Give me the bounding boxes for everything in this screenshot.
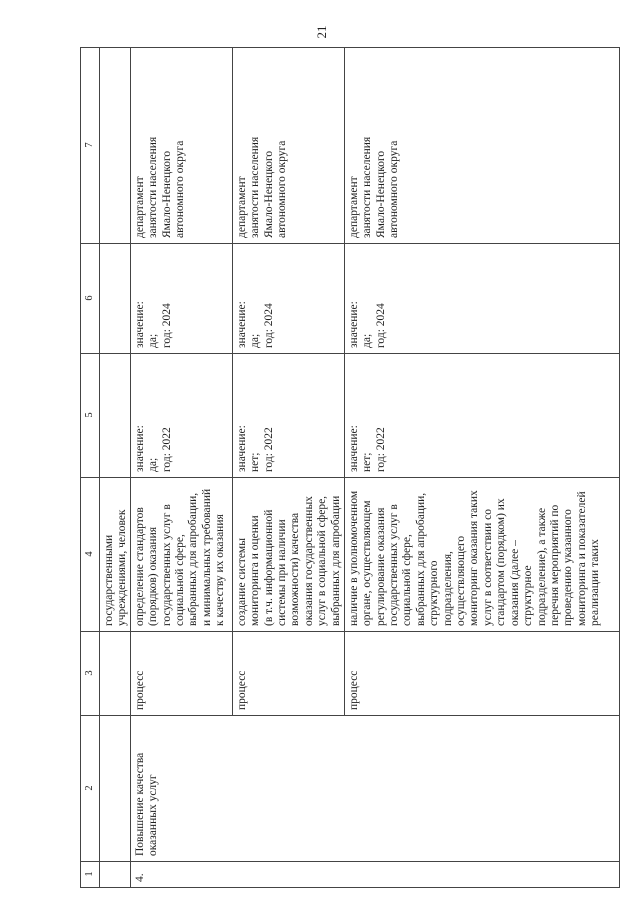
continuation-row bbox=[100, 48, 131, 888]
responsible: департамент занятости населения Ямало-Ненецкого автономного округа bbox=[344, 48, 619, 244]
target-value: значение: да; год: 2024 bbox=[344, 244, 619, 354]
continuation-text: государственными учреждениями, человек bbox=[100, 478, 131, 632]
empty-cell bbox=[100, 632, 131, 716]
responsible: департамент занятости населения Ямало-Ненецкого автономного округа bbox=[130, 48, 232, 244]
column-header: 5 bbox=[81, 354, 100, 478]
base-value: значение: да; год: 2022 bbox=[130, 354, 232, 478]
item-description: определение стандартов (порядков) оказания государственных услуг в социальной сфере, выбранных для апробации, и минимальных требований к качеству их оказания bbox=[130, 478, 232, 632]
item-description: создание системы мониторинга и оценки (в т.ч. информационной системы при наличии возможности) качества оказания государственных услуг в социальной сфере, выбранных для апробации bbox=[232, 478, 344, 632]
item-type: процесс bbox=[232, 632, 344, 716]
plan-table bbox=[80, 47, 620, 888]
empty-cell bbox=[100, 48, 131, 244]
empty-cell bbox=[100, 862, 131, 888]
table-row bbox=[130, 48, 232, 888]
column-header: 2 bbox=[81, 716, 100, 862]
page-number: 21 bbox=[314, 25, 329, 39]
empty-cell bbox=[100, 244, 131, 354]
empty-cell bbox=[100, 354, 131, 478]
column-header: 4 bbox=[81, 478, 100, 632]
target-value: значение: да; год: 2024 bbox=[232, 244, 344, 354]
base-value: значение: нет; год: 2022 bbox=[232, 354, 344, 478]
task-name: Повышение качества оказанных услуг bbox=[130, 716, 619, 862]
responsible: департамент занятости населения Ямало-Ненецкого автономного округа bbox=[232, 48, 344, 244]
item-description: наличие в уполномоченном органе, осуществляющем регулирование оказания государственных услуг в социальной сфере, выбранных для апробации, структурного подразделения, осуществляющего мониторинг оказания таких услуг в соответствии со стандартом (порядком) их оказания (далее – структурное подразделение), а также перечня мероприятий по проведению указанного мониторинга и показателей реализации таких bbox=[344, 478, 619, 632]
target-value: значение: да; год: 2024 bbox=[130, 244, 232, 354]
column-number-row bbox=[81, 48, 100, 888]
row-number: 4. bbox=[130, 862, 619, 888]
column-header: 1 bbox=[81, 862, 100, 888]
column-header: 7 bbox=[81, 48, 100, 244]
column-header: 3 bbox=[81, 632, 100, 716]
empty-cell bbox=[100, 716, 131, 862]
column-header: 6 bbox=[81, 244, 100, 354]
item-type: процесс bbox=[344, 632, 619, 716]
base-value: значение: нет; год: 2022 bbox=[344, 354, 619, 478]
rotated-table-container bbox=[80, 48, 620, 888]
item-type: процесс bbox=[130, 632, 232, 716]
